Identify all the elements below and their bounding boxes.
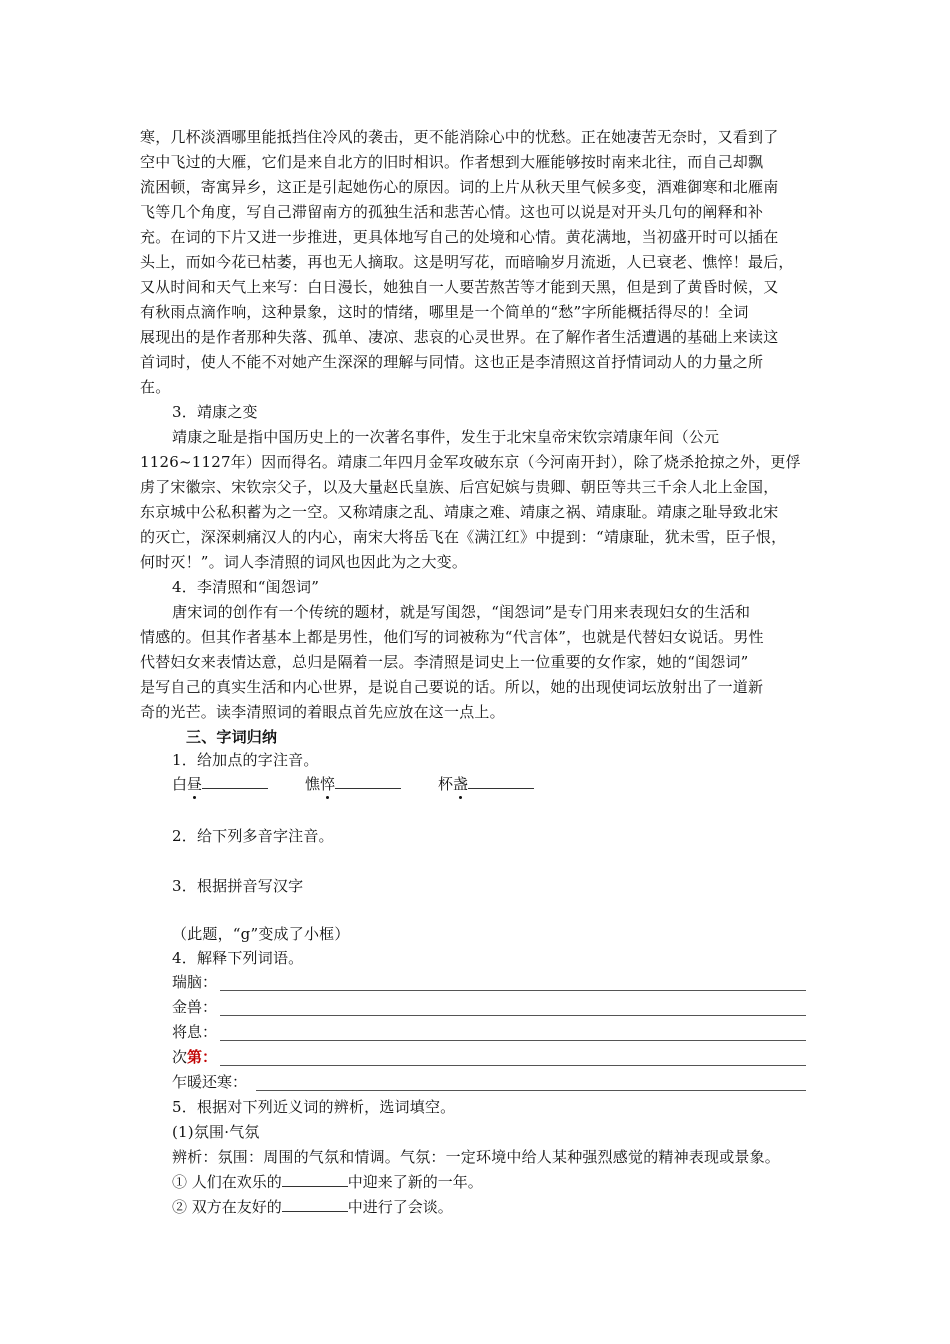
answer-line[interactable] — [256, 1090, 806, 1091]
paragraph-line: 东京城中公私积蓄为之一空。又称靖康之乱、靖康之难、靖康之祸、靖康耻。靖康之耻导致北宋 — [140, 503, 779, 521]
answer-line[interactable] — [220, 1015, 806, 1016]
paragraph-line: 代替妇女来表情达意，总归是隔着一层。李清照是词史上一位重要的女作家，她的“闺怨词” — [140, 653, 749, 671]
paragraph-line: 靖康之耻是指中国历史上的一次著名事件，发生于北宋皇帝宋钦宗靖康年间（公元 — [172, 428, 720, 446]
question-3-note: （此题，“g”变成了小框） — [172, 925, 350, 943]
section-heading: 4．李清照和“闺怨词” — [172, 578, 320, 596]
term-label: 金兽： — [172, 998, 218, 1016]
term-label: 乍暖还寒： — [172, 1073, 248, 1091]
paragraph-line: 1126~1127年）因而得名。靖康二年四月金军攻破东京（今河南开封），除了烧杀抢掠之外，更俘 — [140, 453, 801, 471]
answer-blank[interactable] — [468, 788, 534, 789]
fill-item: ① 人们在欢乐的 中迎来了新的一年。 — [172, 1173, 483, 1191]
question-3: 3．根据拼音写汉字 — [172, 877, 304, 895]
word-pair: (1)氛围·气氛 — [172, 1123, 260, 1141]
paragraph-line: 充。在词的下片又进一步推进，更具体地写自己的处境和心情。黄花满地，当初盛开时可以插在 — [140, 228, 779, 246]
section-heading: 3．靖康之变 — [172, 403, 258, 421]
paragraph-line: 流困顿，寄寓异乡，这正是引起她伤心的原因。词的上片从秋天里气候多变，酒难御寒和北雁南 — [140, 178, 779, 196]
paragraph-line: 首词时，使人不能不对她产生深深的理解与同情。这也正是李清照这首抒情词动人的力量之所 — [140, 353, 764, 371]
paragraph-line: 又从时间和天气上来写：白日漫长，她独自一人要苦熬苦等才能到天黑，但是到了黄昏时候，又 — [140, 278, 779, 296]
term-label: 将息： — [172, 1023, 218, 1041]
dotted-char: 昼 — [187, 775, 203, 793]
paragraph-line: 唐宋词的创作有一个传统的题材，就是写闺怨，“闺怨词”是专门用来表现妇女的生活和 — [172, 603, 751, 621]
part-heading: 三、字词归纳 — [186, 728, 278, 746]
answer-blank[interactable] — [282, 1211, 348, 1212]
paragraph-line: 在。 — [140, 378, 171, 396]
paragraph-line: 奇的光芒。读李清照词的着眼点首先应放在这一点上。 — [140, 703, 505, 721]
question-2: 2．给下列多音字注音。 — [172, 827, 334, 845]
pinyin-item: 憔悴 — [305, 774, 401, 794]
answer-blank[interactable] — [282, 1186, 348, 1187]
pinyin-item: 白昼 — [172, 774, 268, 794]
term-label: 瑞脑： — [172, 973, 218, 991]
highlighted-char: 第： — [187, 1048, 218, 1066]
paragraph-line: 头上，而如今花已枯萎，再也无人摘取。这是明写花，而暗喻岁月流逝，人已衰老、憔悴！最后， — [140, 253, 794, 271]
analysis-text: 辨析：氛围：周围的气氛和情调。气氛：一定环境中给人某种强烈感觉的精神表现或景象。 — [172, 1148, 781, 1166]
question-4: 4．解释下列词语。 — [172, 949, 304, 967]
question-5: 5．根据对下列近义词的辨析，选词填空。 — [172, 1098, 456, 1116]
fill-item: ② 双方在友好的 中进行了会谈。 — [172, 1198, 453, 1216]
pinyin-item: 杯盏 — [438, 774, 534, 794]
paragraph-line: 飞等几个角度，写自己滞留南方的孤独生活和悲苦心情。这也可以说是对开头几句的阐释和补 — [140, 203, 764, 221]
answer-blank[interactable] — [202, 788, 268, 789]
dotted-char: 盏 — [453, 775, 469, 793]
answer-line[interactable] — [220, 990, 806, 991]
term-label: 次第： — [172, 1048, 218, 1066]
paragraph-line: 是写自己的真实生活和内心世界，是说自己要说的话。所以，她的出现使词坛放射出了一道新 — [140, 678, 764, 696]
paragraph-line: 何时灭！”。词人李清照的词风也因此为之大变。 — [140, 553, 468, 571]
paragraph-line: 的灭亡，深深刺痛汉人的内心，南宋大将岳飞在《满江红》中提到：“靖康耻，犹未雪，臣子恨， — [140, 528, 787, 546]
question-1: 1．给加点的字注音。 — [172, 751, 319, 769]
paragraph-line: 展现出的是作者那种失落、孤单、凄凉、悲哀的心灵世界。在了解作者生活遭遇的基础上来读这 — [140, 328, 779, 346]
paragraph-line: 空中飞过的大雁，它们是来自北方的旧时相识。作者想到大雁能够按时南来北往，而自己却飘 — [140, 153, 764, 171]
dotted-char: 悴 — [320, 775, 336, 793]
paragraph-line: 寒，几杯淡酒哪里能抵挡住冷风的袭击，更不能消除心中的忧愁。正在她凄苦无奈时，又看到了 — [140, 128, 779, 146]
answer-line[interactable] — [220, 1040, 806, 1041]
paragraph-line: 有秋雨点滴作响，这种景象，这时的情绪，哪里是一个简单的“愁”字所能概括得尽的！全词 — [140, 303, 749, 321]
paragraph-line: 虏了宋徽宗、宋钦宗父子，以及大量赵氏皇族、后宫妃嫔与贵卿、朝臣等共三千余人北上金国， — [140, 478, 779, 496]
answer-line[interactable] — [220, 1065, 806, 1066]
paragraph-line: 情感的。但其作者基本上都是男性，他们写的词被称为“代言体”，也就是代替妇女说话。男性 — [140, 628, 764, 646]
answer-blank[interactable] — [335, 788, 401, 789]
